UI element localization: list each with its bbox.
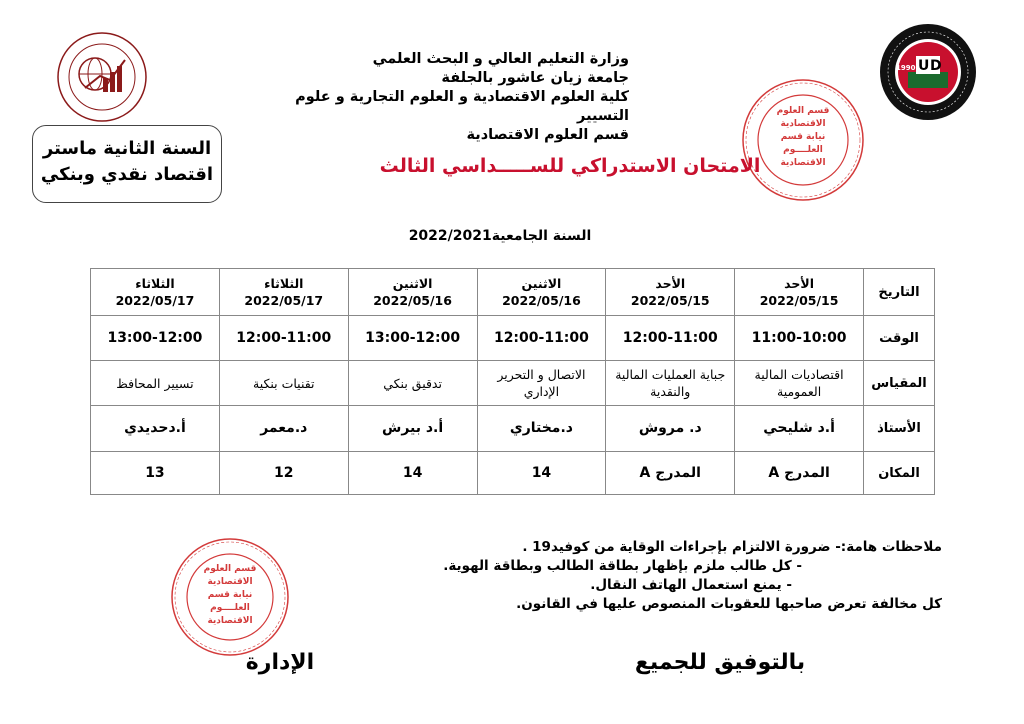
administration-signature: الإدارة — [245, 650, 315, 675]
table-cell-professor: د.مختاري — [477, 406, 606, 452]
table-cell-course: تقنيات بنكية — [219, 361, 348, 406]
table-cell-time: 11:00-10:00 — [735, 316, 864, 361]
table-cell-course: جباية العمليات المالية والنقدية — [606, 361, 735, 406]
row-label-place: المكان — [864, 452, 935, 495]
stamp-line: العلــــوم — [210, 603, 250, 613]
exam-schedule-table — [90, 268, 935, 495]
table-cell-professor: أ.دحديدي — [91, 406, 220, 452]
svg-text:U: U — [918, 58, 930, 74]
cell-day: الثلاثاء — [264, 276, 304, 291]
faculty-logo — [55, 30, 150, 125]
table-cell-date — [219, 269, 348, 316]
important-notes — [382, 538, 942, 614]
table-cell-professor: أ.د بيرش — [348, 406, 477, 452]
exam-title: الامتحان الاستدراكي للســـــداسي الثالث — [379, 155, 761, 177]
header-block — [249, 50, 629, 145]
table-row-place — [91, 452, 935, 495]
department-name: قسم العلوم الاقتصادية — [466, 127, 629, 143]
stamp-line: الاقتصادية — [780, 158, 826, 168]
department-stamp-bottom — [168, 535, 293, 660]
table-cell-date — [348, 269, 477, 316]
cell-day: الأحد — [784, 276, 814, 291]
stamp-line: نيابة قسم — [207, 590, 253, 600]
stamp-line: الاقتصادية — [207, 577, 253, 587]
table-cell-place: 13 — [91, 452, 220, 495]
table-cell-time: 12:00-11:00 — [477, 316, 606, 361]
table-row-course — [91, 361, 935, 406]
table-cell-time: 13:00-12:00 — [91, 316, 220, 361]
university-logo-year: 1990 — [896, 64, 916, 72]
academic-year: السنة الجامعية2022/2021 — [408, 228, 592, 244]
note-line: كل مخالفة تعرض صاحبها للعقوبات المنصوص عليها في القانون. — [516, 596, 942, 612]
table-row-professor — [91, 406, 935, 452]
table-row-date — [91, 269, 935, 316]
ministry-name: وزارة التعليم العالي و البحث العلمي — [372, 51, 629, 67]
table-cell-time: 12:00-11:00 — [606, 316, 735, 361]
level-box — [32, 125, 222, 203]
cell-date: 2022/05/15 — [630, 293, 710, 308]
cell-date: 2022/05/17 — [244, 293, 324, 308]
cell-date: 2022/05/17 — [115, 293, 195, 308]
table-cell-course: تسيير المحافظ — [91, 361, 220, 406]
table-cell-time: 12:00-11:00 — [219, 316, 348, 361]
table-cell-course: الاتصال و التحرير الإداري — [477, 361, 606, 406]
table-cell-professor: د.معمر — [219, 406, 348, 452]
closing-wish: بالتوفيق للجميع — [634, 650, 806, 675]
table-row-time — [91, 316, 935, 361]
level-year: السنة الثانية ماستر — [42, 138, 212, 159]
stamp-line: قسم العلوم — [776, 106, 830, 116]
cell-day: الأحد — [655, 276, 686, 291]
stamp-line: نيابة قسم — [780, 132, 826, 142]
faculty-name: كلية العلوم الاقتصادية و العلوم التجارية و علوم التسيير — [295, 89, 629, 124]
cell-date: 2022/05/15 — [759, 293, 839, 308]
stamp-line: قسم العلوم — [203, 564, 257, 574]
table-cell-course: تدقيق بنكي — [348, 361, 477, 406]
table-cell-place: المدرج A — [735, 452, 864, 495]
table-cell-date — [606, 269, 735, 316]
stamp-line: العلــــوم — [783, 145, 823, 155]
cell-day: الثلاثاء — [135, 276, 175, 291]
table-cell-place: المدرج A — [606, 452, 735, 495]
table-cell-place: 12 — [219, 452, 348, 495]
table-cell-date — [477, 269, 606, 316]
cell-date: 2022/05/16 — [502, 293, 581, 308]
level-specialty: اقتصاد نقدي وبنكي — [40, 164, 214, 185]
table-cell-professor: أ.د شليحي — [735, 406, 864, 452]
cell-day: الاثنين — [521, 276, 562, 291]
row-label-course: المقياس — [864, 361, 935, 406]
table-cell-date — [91, 269, 220, 316]
row-label-time: الوقت — [864, 316, 935, 361]
university-logo — [878, 22, 978, 122]
table-cell-place: 14 — [348, 452, 477, 495]
note-line: - يمنع استعمال الهاتف النقال. — [590, 577, 792, 593]
svg-text:D: D — [930, 58, 942, 74]
note-line: ملاحظات هامة:- ضرورة الالتزام بإجراءات الوقاية من كوفيد19 . — [522, 539, 942, 555]
table-cell-date — [735, 269, 864, 316]
table-cell-professor: د. مروش — [606, 406, 735, 452]
stamp-line: الاقتصادية — [207, 616, 253, 626]
cell-date: 2022/05/16 — [373, 293, 452, 308]
university-name: جامعة زيان عاشور بالجلفة — [441, 70, 629, 86]
row-label-date: التاريخ — [864, 269, 935, 316]
department-stamp-top — [738, 75, 868, 205]
row-label-professor: الأستاذ — [864, 406, 935, 452]
table-cell-course: اقتصاديات المالية العمومية — [735, 361, 864, 406]
stamp-line: الاقتصادية — [780, 119, 826, 129]
cell-day: الاثنين — [392, 276, 433, 291]
table-cell-place: 14 — [477, 452, 606, 495]
table-cell-time: 13:00-12:00 — [348, 316, 477, 361]
note-line: - كل طالب ملزم بإظهار بطاقة الطالب وبطاقة الهوية. — [443, 558, 802, 574]
